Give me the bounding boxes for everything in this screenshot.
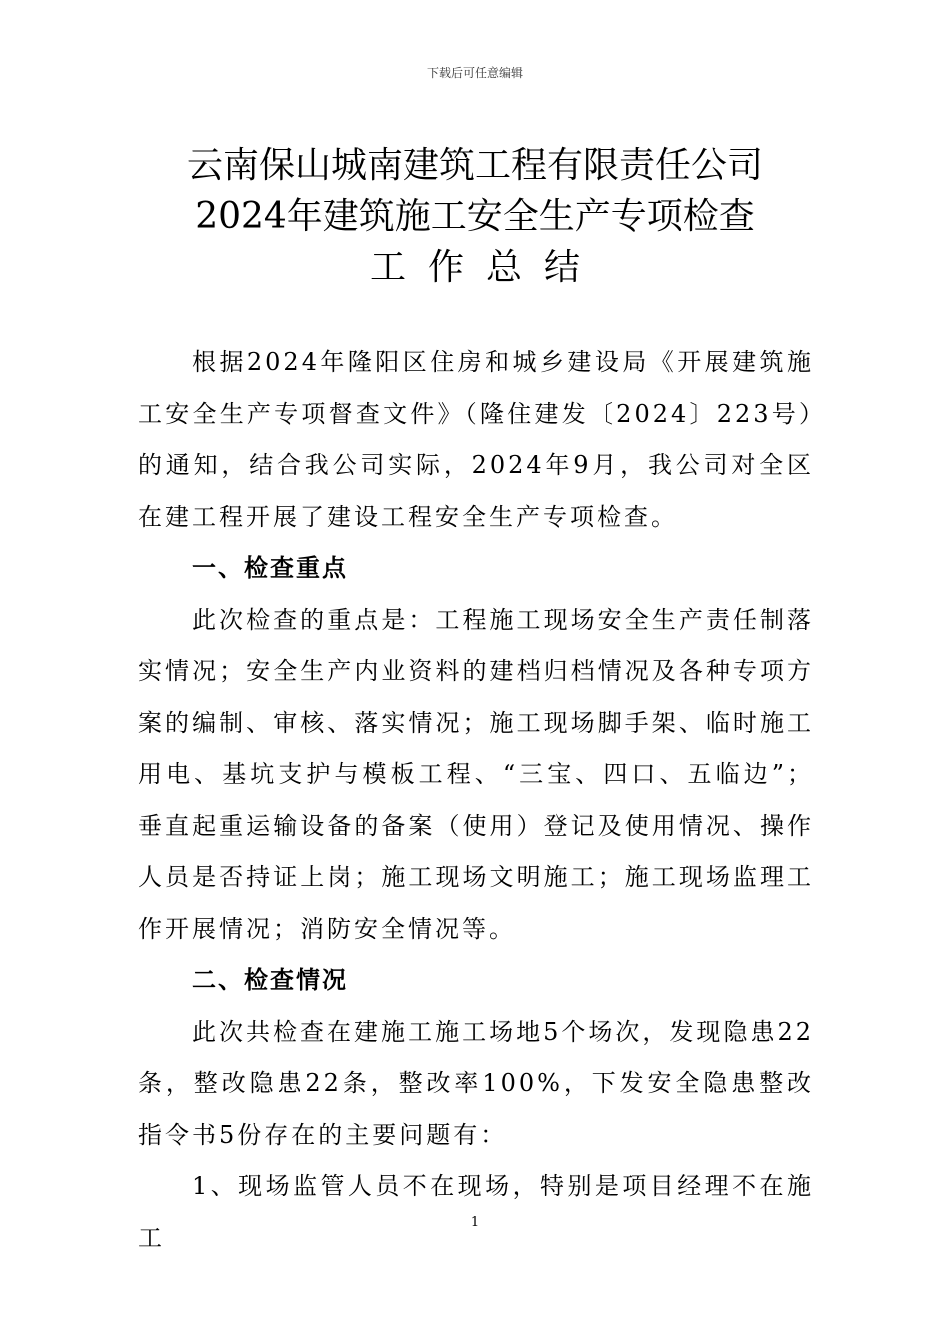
download-note: 下载后可任意编辑 <box>426 66 523 80</box>
page-number: 1 <box>470 1215 480 1230</box>
section-paragraph-key-points: 此次检查的重点是：工程施工现场安全生产责任制落实情况；安全生产内业资料的建档归档情况及各种专项方案的编制、审核、落实情况；施工现场脚手架、临时施工用电、基坑支护与模板工程、“三宝、四口、五临边”；垂直起重运输设备的备案（使用）登记及使用情况、操作人员是否持证上岗；施工现场文明施工；施工现场监理工作开展情况；消防安全情况等。 <box>138 605 814 943</box>
issue-item-1: 1、现场监管人员不在现场，特别是项目经理不在施工 <box>138 1172 814 1252</box>
document-body <box>138 337 814 1264</box>
title-company: 云南保山城南建筑工程有限责任公司 <box>186 145 763 186</box>
intro-paragraph: 根据2024年隆阳区住房和城乡建设局《开展建筑施工安全生产专项督查文件》（隆住建发〔2024〕223号）的通知，结合我公司实际，2024年9月，我公司对全区在建工程开展了建设工程安全生产专项检查。 <box>138 348 814 531</box>
title-subject: 2024年建筑施工安全生产专项检查 <box>195 196 755 237</box>
title-summary: 工作总结 <box>369 247 602 288</box>
section-paragraph-inspection-status: 此次共检查在建施工施工场地5个场次，发现隐患22条，整改隐患22条，整改率100%，下发安全隐患整改指令书5份存在的主要问题有： <box>138 1017 814 1149</box>
section-heading-inspection-status: 二、检查情况 <box>192 966 348 994</box>
section-heading-key-points: 一、检查重点 <box>192 554 348 582</box>
document-title <box>0 140 950 293</box>
